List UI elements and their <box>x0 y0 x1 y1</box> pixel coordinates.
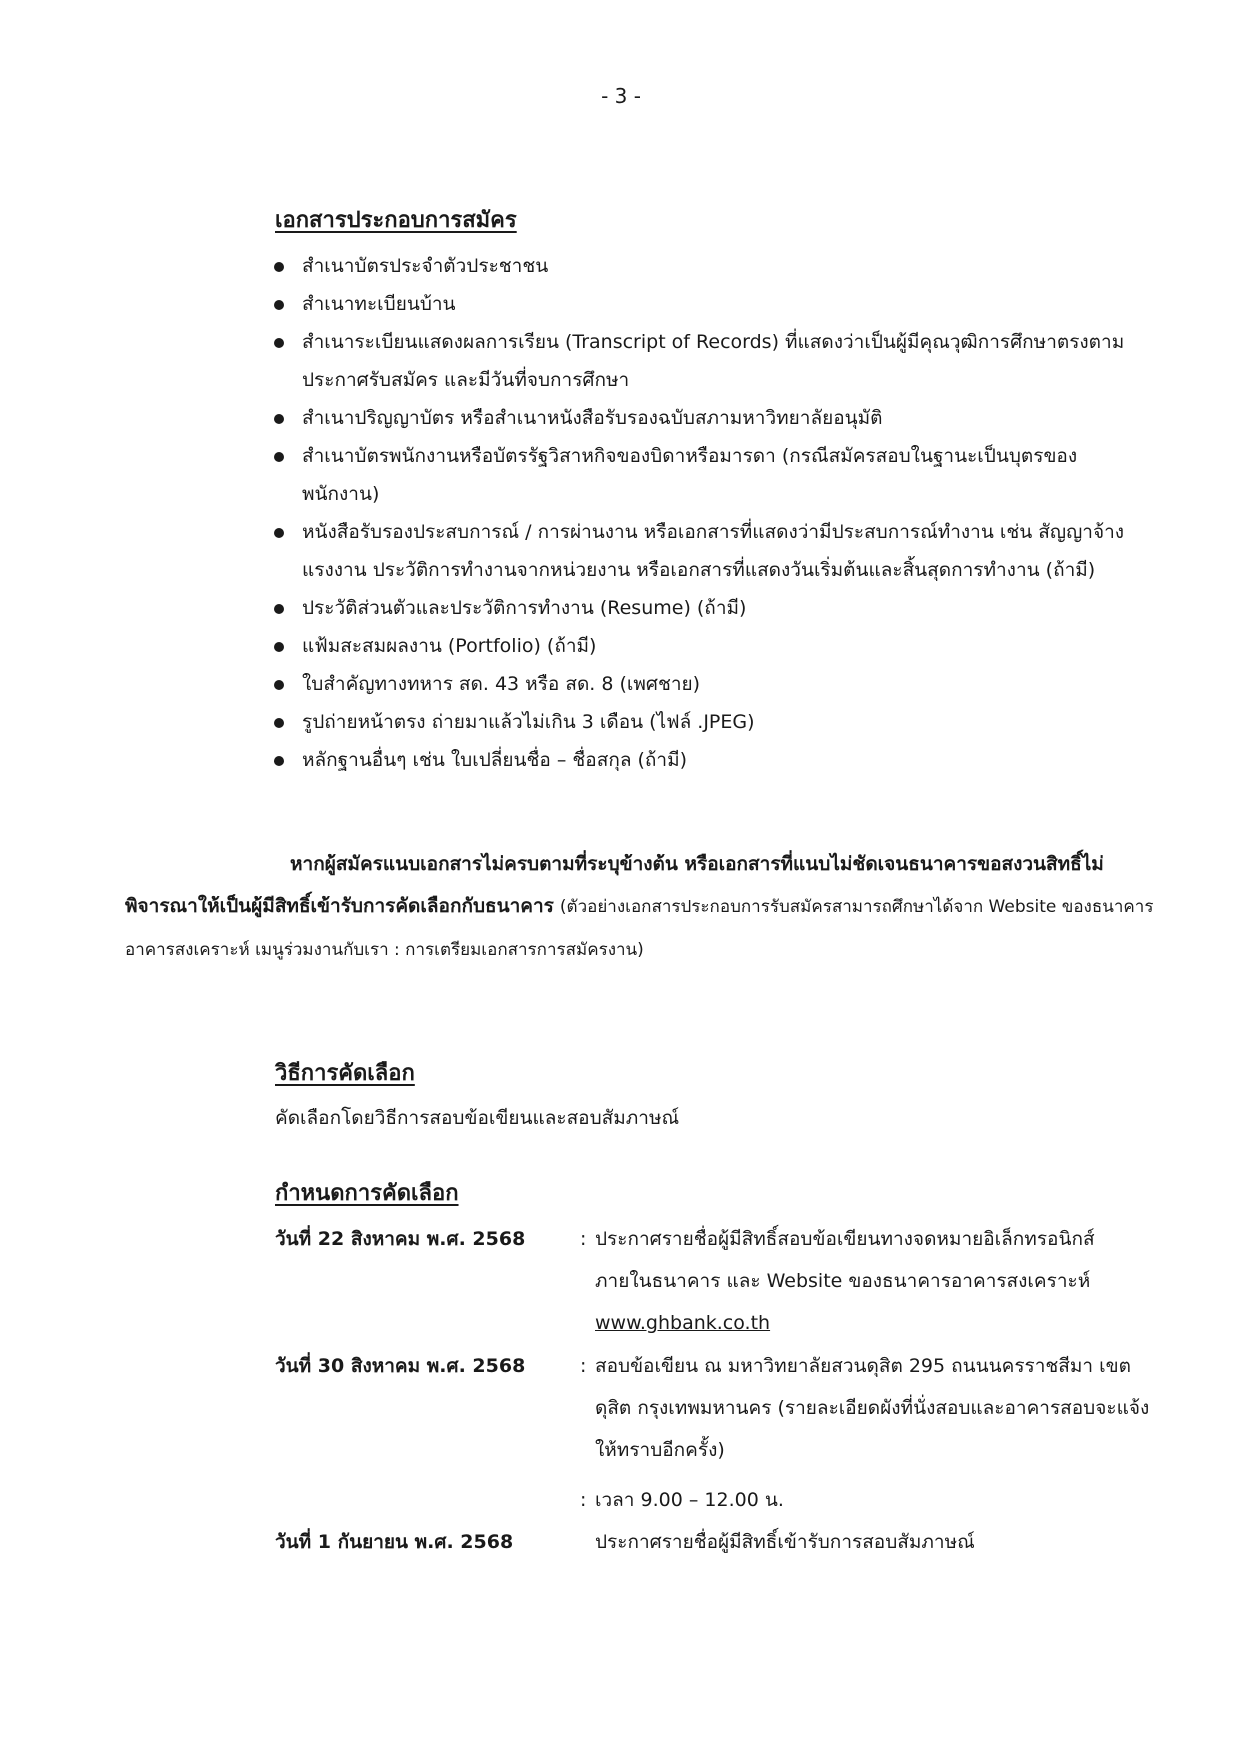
method-heading: วิธีการคัดเลือก <box>275 1061 415 1086</box>
schedule-description: ประกาศรายชื่อผู้มีสิทธิ์เข้ารับการสอบสัมภาษณ์ <box>595 1531 975 1553</box>
list-item: ใบสำคัญทางทหาร สด. 43 หรือ สด. 8 (เพศชาย) <box>272 665 1152 703</box>
notice-normal-text: (ตัวอย่างเอกสารประกอบการรับสมัครสามารถศึกษาได้จาก Website ของธนาคารอาคารสงเคราะห์ เมนูร่วมงานกับเรา : การเตรียมเอกสารการสมัครงาน) <box>125 897 1154 960</box>
schedule-description: สอบข้อเขียน ณ มหาวิทยาลัยสวนดุสิต 295 ถนนนครราชสีมา เขตดุสิต กรุงเทพมหานคร (รายละเอียดผังที่นั่งสอบและอาคารสอบจะแจ้งให้ทราบอีกครั้ง) <box>595 1355 1150 1461</box>
documents-heading: เอกสารประกอบการสมัคร <box>275 208 517 233</box>
schedule-colon: : <box>580 1355 587 1377</box>
schedule-description: เวลา 9.00 – 12.00 น. <box>595 1489 784 1511</box>
schedule-colon: : <box>580 1228 587 1250</box>
list-item: สำเนาบัตรพนักงานหรือบัตรรัฐวิสาหกิจของบิดาหรือมารดา (กรณีสมัครสอบในฐานะเป็นบุตรของพนักงาน) <box>272 437 1152 513</box>
list-item: ประวัติส่วนตัวและประวัติการทำงาน (Resume) (ถ้ามี) <box>272 589 1152 627</box>
schedule-description <box>595 1218 1155 1344</box>
schedule-date: วันที่ 1 กันยายน พ.ศ. 2568 <box>275 1531 514 1553</box>
list-item: รูปถ่ายหน้าตรง ถ่ายมาแล้วไม่เกิน 3 เดือน (ไฟล์ .JPEG) <box>272 703 1152 741</box>
list-item: แฟ้มสะสมผลงาน (Portfolio) (ถ้ามี) <box>272 627 1152 665</box>
page-number: - 3 - <box>601 84 641 108</box>
list-item: สำเนาปริญญาบัตร หรือสำเนาหนังสือรับรองฉบับสภามหาวิทยาลัยอนุมัติ <box>272 399 1152 437</box>
schedule-date: วันที่ 22 สิงหาคม พ.ศ. 2568 <box>275 1228 526 1250</box>
list-item: หลักฐานอื่นๆ เช่น ใบเปลี่ยนชื่อ – ชื่อสกุล (ถ้ามี) <box>272 741 1152 779</box>
schedule-heading: กำหนดการคัดเลือก <box>275 1181 459 1206</box>
documents-list <box>272 247 1152 779</box>
list-item: สำเนาบัตรประจำตัวประชาชน <box>272 247 1152 285</box>
website-link[interactable]: www.ghbank.co.th <box>595 1312 771 1334</box>
notice-bold-text: หากผู้สมัครแนบเอกสารไม่ครบตามที่ระบุข้างต้น หรือเอกสารที่แนบไม่ชัดเจนธนาคารขอสงวนสิทธิ์ไม่พิจารณาให้เป็นผู้มีสิทธิ์เข้ารับการคัดเลือกกับธนาคาร <box>125 853 1104 917</box>
method-description: คัดเลือกโดยวิธีการสอบข้อเขียนและสอบสัมภาษณ์ <box>275 1107 680 1129</box>
list-item: หนังสือรับรองประสบการณ์ / การผ่านงาน หรือเอกสารที่แสดงว่ามีประสบการณ์ทำงาน เช่น สัญญาจ้างแรงงาน ประวัติการทำงานจากหน่วยงาน หรือเอกสารที่แสดงวันเริ่มต้นและสิ้นสุดการทำงาน (ถ้ามี) <box>272 513 1152 589</box>
notice-paragraph <box>125 843 1155 971</box>
list-item: สำเนาระเบียนแสดงผลการเรียน (Transcript of Records) ที่แสดงว่าเป็นผู้มีคุณวุฒิการศึกษาตรงตามประกาศรับสมัคร และมีวันที่จบการศึกษา <box>272 323 1152 399</box>
schedule-date: วันที่ 30 สิงหาคม พ.ศ. 2568 <box>275 1355 526 1377</box>
list-item: สำเนาทะเบียนบ้าน <box>272 285 1152 323</box>
schedule-colon: : <box>580 1489 587 1511</box>
schedule-description-text: ประกาศรายชื่อผู้มีสิทธิ์สอบข้อเขียนทางจดหมายอิเล็กทรอนิกส์ ภายในธนาคาร และ Website ของธนาคารอาคารสงเคราะห์ <box>595 1228 1095 1292</box>
